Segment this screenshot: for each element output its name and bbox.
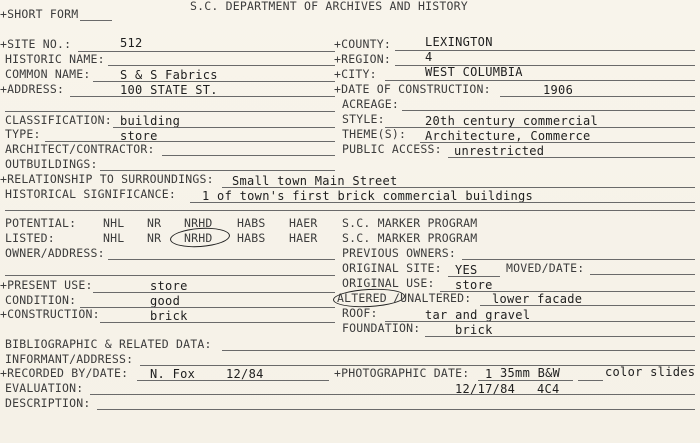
original-site-value: YES (455, 263, 478, 277)
architect-line (162, 155, 335, 156)
unaltered-word: /UNALTERED: (393, 291, 472, 305)
original-use-label: ORIGINAL USE: (342, 276, 435, 290)
evaluation-line (90, 394, 695, 395)
historic-name-line (108, 65, 335, 66)
present-use-label: +PRESENT USE: (0, 278, 93, 292)
photo-date-value: 12/17/84 (455, 382, 516, 396)
recorded-date-value: 12/84 (226, 367, 264, 381)
relationship-line (222, 187, 695, 188)
potential-nr: NR (147, 216, 162, 230)
present-use-line (93, 292, 335, 293)
significance-value: 1 of town's first brick commercial buildings (202, 189, 534, 203)
description-label: DESCRIPTION: (5, 396, 91, 410)
common-name-value: S & S Fabrics (120, 68, 218, 82)
region-label: +REGION: (334, 52, 391, 66)
listed-nrhd: NRHD (184, 231, 213, 245)
original-site-line (448, 276, 500, 277)
photo-type-value: 35mm B&W (500, 366, 561, 380)
foundation-label: FOUNDATION: (342, 321, 421, 335)
relationship-value: Small town Main Street (232, 174, 398, 188)
altered-word: ALTERED (337, 291, 387, 305)
listed-habs: HABS (237, 231, 266, 245)
architect-label: ARCHITECT/CONTRACTOR: (5, 142, 155, 156)
common-name-line (93, 81, 335, 82)
construction-value: brick (150, 309, 188, 323)
condition-line (80, 307, 335, 308)
altered-value: lower facade (492, 292, 583, 306)
listed-marker: S.C. MARKER PROGRAM (342, 231, 478, 245)
public-access-label: PUBLIC ACCESS: (342, 142, 442, 156)
site-no-value: 512 (120, 36, 143, 50)
public-access-value: unrestricted (454, 144, 545, 158)
potential-nrhd: NRHD (184, 216, 213, 230)
county-line (395, 50, 695, 51)
previous-owners-line (462, 259, 695, 260)
classification-line (113, 127, 335, 128)
potential-habs: HABS (237, 216, 266, 230)
date-construction-value: 1906 (543, 83, 574, 97)
listed-nr: NR (147, 231, 162, 245)
date-construction-line (500, 96, 695, 97)
condition-value: good (150, 294, 181, 308)
previous-owners-label: PREVIOUS OWNERS: (342, 246, 456, 260)
site-no-label: +SITE NO.: (0, 37, 72, 51)
site-no-line (78, 51, 335, 52)
acreage-label: ACREAGE: (342, 97, 399, 111)
moved-date-line (590, 274, 695, 275)
city-line (385, 80, 695, 81)
region-value: 4 (425, 50, 433, 64)
photo-roll-value: 4C4 (537, 382, 560, 396)
classification-value: building (120, 114, 181, 128)
card-title: S.C. DEPARTMENT OF ARCHIVES AND HISTORY (190, 0, 468, 13)
photo-count-value: 1 (485, 367, 493, 381)
county-value: LEXINGTON (425, 35, 493, 49)
address-label: +ADDRESS: (0, 82, 65, 96)
recorded-line (137, 380, 329, 381)
present-use-value: store (150, 279, 188, 293)
owner-line (108, 259, 335, 260)
roof-line (385, 321, 695, 322)
city-label: +CITY: (334, 67, 377, 81)
relationship-label: +RELATIONSHIP TO SURROUNDINGS: (0, 172, 214, 186)
style-value: 20th century commercial (425, 114, 599, 128)
listed-label: LISTED: (5, 231, 55, 245)
original-site-label: ORIGINAL SITE: (342, 261, 442, 275)
acreage-line (402, 110, 695, 111)
date-construction-label: +DATE OF CONSTRUCTION: (334, 82, 491, 96)
themes-label: THEME(S): (342, 127, 407, 141)
common-name-label: COMMON NAME: (5, 67, 91, 81)
county-label: +COUNTY: (334, 37, 391, 51)
type-value: store (120, 129, 158, 143)
altered-line (480, 305, 695, 306)
foundation-value: brick (455, 323, 493, 337)
significance-label: HISTORICAL SIGNIFICANCE: (5, 187, 176, 201)
classification-label: CLASSIFICATION: (5, 113, 112, 127)
style-line (385, 127, 695, 128)
construction-label: +CONSTRUCTION: (0, 307, 100, 321)
moved-date-label: MOVED/DATE: (506, 261, 585, 275)
outbuildings-label: OUTBUILDINGS: (5, 157, 98, 171)
themes-line (420, 142, 695, 143)
listed-nhl: NHL (103, 231, 125, 245)
historic-name-label: HISTORIC NAME: (5, 52, 105, 66)
significance-line-2 (5, 210, 695, 211)
recorded-by-value: N. Fox (150, 367, 196, 381)
address-value: 100 STATE ST. (120, 83, 218, 97)
public-access-line (448, 157, 695, 158)
potential-nhl: NHL (103, 216, 125, 230)
original-use-value: store (455, 278, 493, 292)
color-slides-label: color slides (605, 365, 696, 379)
potential-label: POTENTIAL: (5, 216, 77, 230)
owner-label: OWNER/ADDRESS: (5, 246, 105, 260)
evaluation-label: EVALUATION: (5, 381, 84, 395)
color-slides-line (578, 380, 603, 381)
short-form-label: +SHORT FORM (0, 7, 79, 21)
nrhd-circle-mark (169, 226, 230, 249)
owner-line-2 (5, 275, 335, 276)
informant-label: INFORMANT/ADDRESS: (5, 352, 134, 366)
listed-haer: HAER (289, 231, 318, 245)
description-line (97, 409, 695, 410)
type-label: TYPE: (5, 127, 41, 141)
significance-line (190, 202, 695, 203)
style-label: STYLE: (342, 112, 385, 126)
photo-date-label: +PHOTOGRAPHIC DATE: (334, 366, 470, 380)
outbuildings-line (100, 170, 335, 171)
biblio-label: BIBLIOGRAPHIC & RELATED DATA: (5, 337, 212, 351)
address-line (70, 96, 335, 97)
recorded-label: +RECORDED BY/DATE: (0, 366, 129, 380)
biblio-line (222, 350, 695, 351)
roof-value: tar and gravel (425, 308, 531, 322)
condition-label: CONDITION: (5, 293, 77, 307)
foundation-line (425, 336, 695, 337)
themes-value: Architecture, Commerce (425, 129, 591, 143)
roof-label: ROOF: (342, 306, 378, 320)
potential-marker: S.C. MARKER PROGRAM (342, 216, 478, 230)
photo-date-line (478, 380, 573, 381)
potential-haer: HAER (289, 216, 318, 230)
address-line-2 (5, 111, 335, 112)
short-form-line (80, 20, 112, 21)
city-value: WEST COLUMBIA (425, 65, 523, 79)
construction-line (100, 322, 335, 323)
